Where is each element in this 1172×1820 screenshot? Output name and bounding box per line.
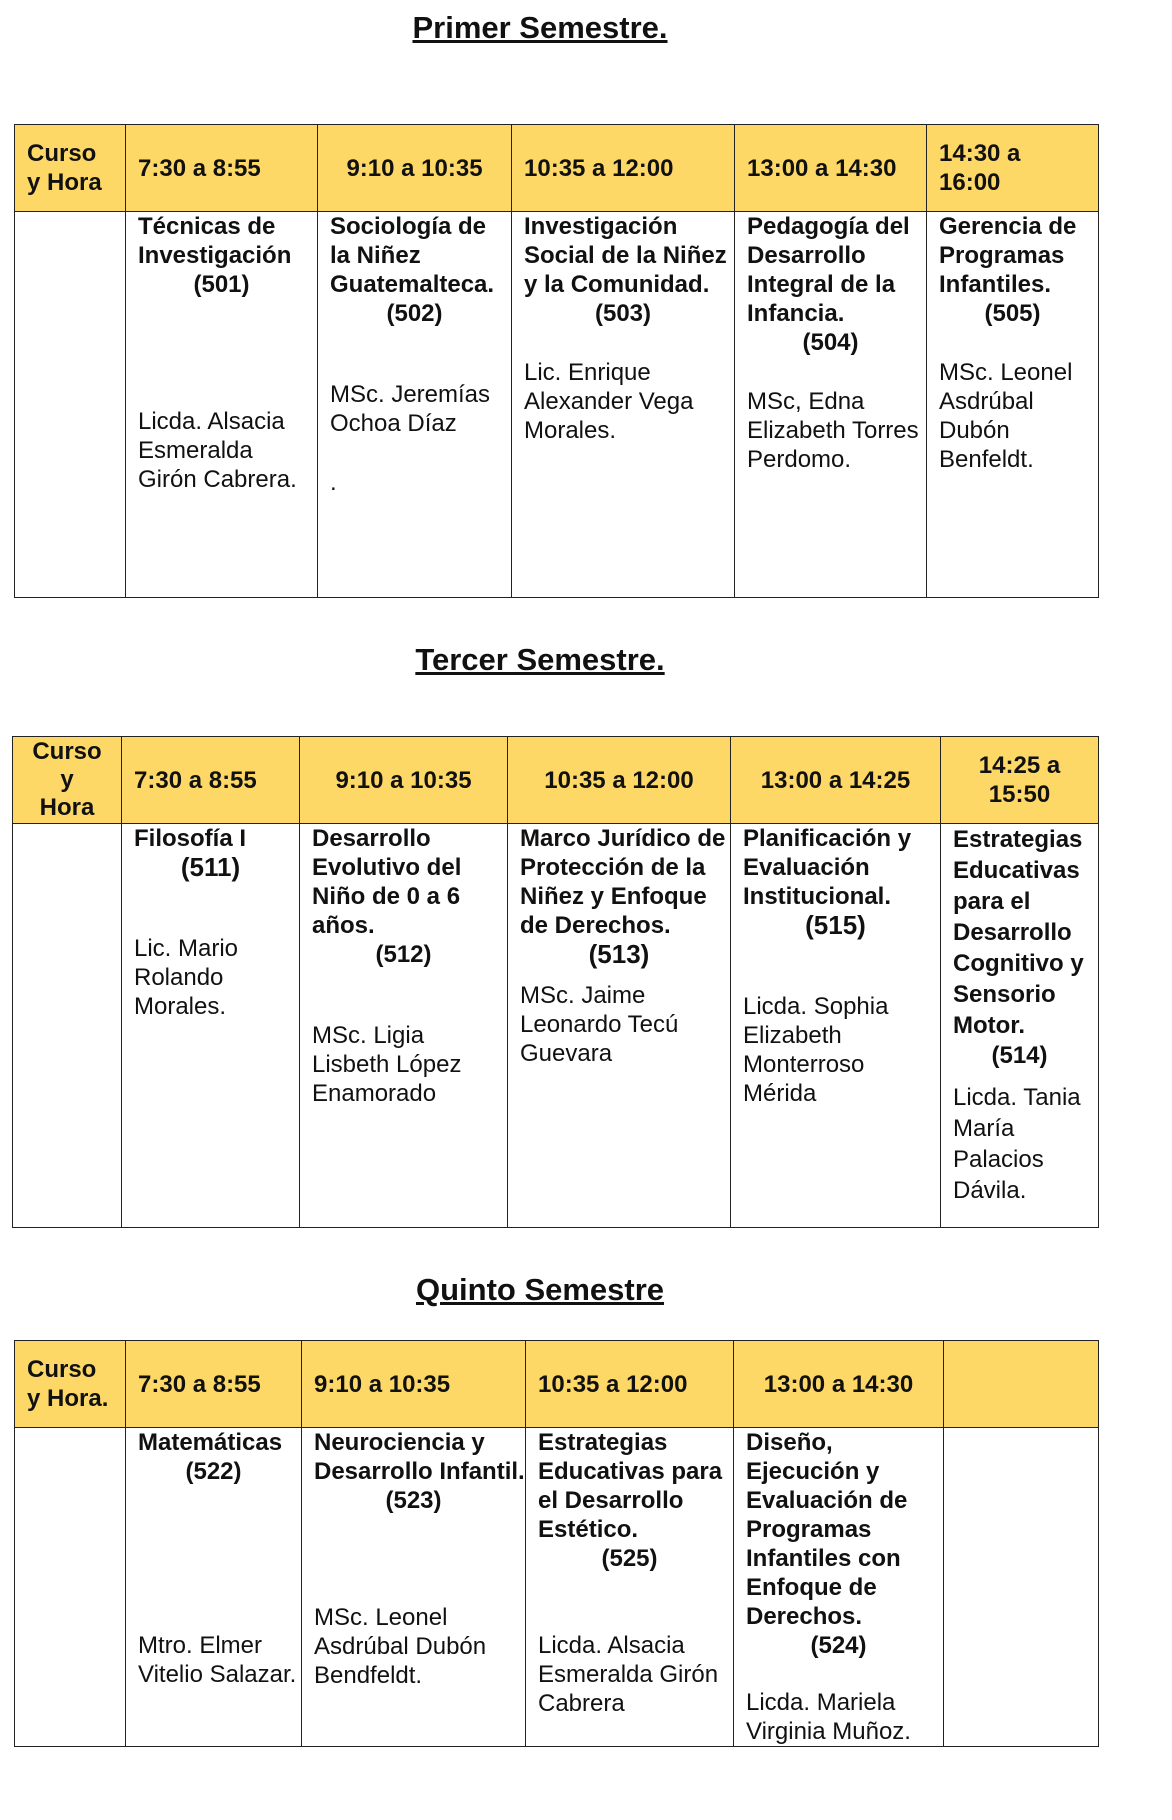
header-cell: Curso y Hora. bbox=[15, 1341, 126, 1428]
empty-cell bbox=[13, 824, 122, 1228]
course-cell bbox=[735, 212, 927, 598]
course-cell bbox=[941, 824, 1099, 1228]
table-header-row bbox=[15, 1341, 1099, 1428]
table-row bbox=[13, 824, 1099, 1228]
course-cell bbox=[927, 212, 1099, 598]
course-cell bbox=[734, 1428, 944, 1747]
course-code: (501) bbox=[193, 271, 250, 298]
course-code: (525) bbox=[601, 1545, 658, 1572]
header-cell: Curso y Hora bbox=[13, 737, 122, 824]
course-cell bbox=[126, 212, 318, 598]
professor-name: Licda. Sophia Elizabeth Monterroso Mérida bbox=[743, 993, 889, 1107]
professor-name: Licda. Mariela Virginia Muñoz. bbox=[746, 1689, 911, 1745]
schedule-table-3 bbox=[14, 1340, 1099, 1747]
header-cell: 10:35 a 12:00 bbox=[512, 125, 735, 212]
header-cell bbox=[944, 1341, 1099, 1428]
empty-cell bbox=[944, 1428, 1099, 1747]
professor-name: MSc, Edna Elizabeth Torres Perdomo. bbox=[747, 388, 919, 473]
course-cell bbox=[731, 824, 941, 1228]
professor-name: Licda. Tania María Palacios Dávila. bbox=[953, 1084, 1081, 1204]
semester-title-3: Quinto Semestre bbox=[415, 1272, 665, 1307]
course-name: Estrategias Educativas para el Desarrollo Cognitivo y Sensorio Motor. bbox=[953, 826, 1084, 1039]
professor-name: Mtro. Elmer Vitelio Salazar. bbox=[138, 1632, 297, 1688]
header-cell: 7:30 a 8:55 bbox=[122, 737, 300, 824]
course-name: Gerencia de Programas Infantiles. bbox=[939, 213, 1077, 298]
table-row bbox=[15, 1428, 1099, 1747]
course-name: Filosofía I bbox=[134, 825, 247, 852]
stray-mark: . bbox=[330, 469, 337, 496]
course-code: (515) bbox=[805, 910, 866, 940]
header-cell: 7:30 a 8:55 bbox=[126, 125, 318, 212]
course-name: Pedagogía del Desarrollo Integral de la Infancia. bbox=[747, 213, 910, 327]
course-code: (505) bbox=[984, 300, 1041, 327]
header-cell: 10:35 a 12:00 bbox=[526, 1341, 734, 1428]
course-cell bbox=[526, 1428, 734, 1747]
course-code: (512) bbox=[375, 941, 432, 968]
course-name: Diseño, Ejecución y Evaluación de Programas Infantiles con Enfoque de Derechos. bbox=[746, 1429, 908, 1630]
header-cell: 9:10 a 10:35 bbox=[302, 1341, 526, 1428]
header-cell: 10:35 a 12:00 bbox=[508, 737, 731, 824]
course-code: (522) bbox=[185, 1458, 242, 1485]
course-code: (524) bbox=[810, 1632, 867, 1659]
header-cell: 13:00 a 14:30 bbox=[735, 125, 927, 212]
professor-name: Lic. Enrique Alexander Vega Morales. bbox=[524, 359, 694, 444]
course-cell bbox=[300, 824, 508, 1228]
course-name: Matemáticas bbox=[138, 1429, 283, 1456]
course-cell bbox=[318, 212, 512, 598]
course-cell bbox=[512, 212, 735, 598]
empty-cell bbox=[15, 1428, 126, 1747]
course-name: Técnicas de Investigación bbox=[138, 213, 292, 269]
course-name: Marco Jurídico de Protección de la Niñez y Enfoque de Derechos. bbox=[520, 825, 726, 939]
course-name: Investigación Social de la Niñez y la Comunidad. bbox=[524, 213, 727, 298]
table-header-row bbox=[15, 125, 1099, 212]
professor-name: Licda. Alsacia Esmeralda Girón Cabrera. bbox=[138, 408, 297, 493]
professor-name: MSc. Leonel Asdrúbal Dubón Benfeldt. bbox=[939, 359, 1073, 473]
professor-name: MSc. Jeremías Ochoa Díaz bbox=[330, 381, 491, 437]
course-cell bbox=[122, 824, 300, 1228]
professor-name: MSc. Jaime Leonardo Tecú Guevara bbox=[520, 982, 679, 1067]
course-name: Planificación y Evaluación Institucional. bbox=[743, 825, 912, 910]
schedule-table-2 bbox=[12, 736, 1099, 1228]
header-cell: Curso y Hora bbox=[15, 125, 126, 212]
professor-name: Lic. Mario Rolando Morales. bbox=[134, 935, 239, 1020]
header-cell: 13:00 a 14:25 bbox=[731, 737, 941, 824]
course-code: (511) bbox=[180, 852, 241, 882]
course-name: Neurociencia y Desarrollo Infantil. bbox=[314, 1429, 525, 1485]
semester-title-2: Tercer Semestre. bbox=[415, 642, 665, 677]
header-cell: 14:25 a 15:50 bbox=[941, 737, 1099, 824]
schedule-table-1 bbox=[14, 124, 1099, 598]
course-code: (513) bbox=[588, 939, 650, 969]
header-cell: 7:30 a 8:55 bbox=[126, 1341, 302, 1428]
course-code: (502) bbox=[386, 300, 443, 327]
table-header-row bbox=[13, 737, 1099, 824]
semester-title-1: Primer Semestre. bbox=[412, 10, 668, 45]
course-code: (514) bbox=[991, 1042, 1048, 1069]
course-cell bbox=[126, 1428, 302, 1747]
professor-name: Licda. Alsacia Esmeralda Girón Cabrera bbox=[538, 1632, 719, 1717]
course-code: (523) bbox=[385, 1487, 442, 1514]
professor-name: MSc. Ligia Lisbeth López Enamorado bbox=[312, 1022, 462, 1107]
course-cell bbox=[508, 824, 731, 1228]
header-cell: 14:30 a 16:00 bbox=[927, 125, 1099, 212]
header-cell: 9:10 a 10:35 bbox=[318, 125, 512, 212]
course-cell bbox=[302, 1428, 526, 1747]
course-name: Desarrollo Evolutivo del Niño de 0 a 6 años. bbox=[312, 825, 462, 939]
course-name: Estrategias Educativas para el Desarrollo Estético. bbox=[538, 1429, 723, 1543]
empty-cell bbox=[15, 212, 126, 598]
header-cell: 13:00 a 14:30 bbox=[734, 1341, 944, 1428]
course-code: (503) bbox=[594, 300, 652, 327]
header-cell: 9:10 a 10:35 bbox=[300, 737, 508, 824]
professor-name: MSc. Leonel Asdrúbal Dubón Bendfeldt. bbox=[314, 1604, 487, 1689]
course-code: (504) bbox=[802, 329, 859, 356]
course-name: Sociología de la Niñez Guatemalteca. bbox=[330, 213, 495, 298]
table-row bbox=[15, 212, 1099, 598]
